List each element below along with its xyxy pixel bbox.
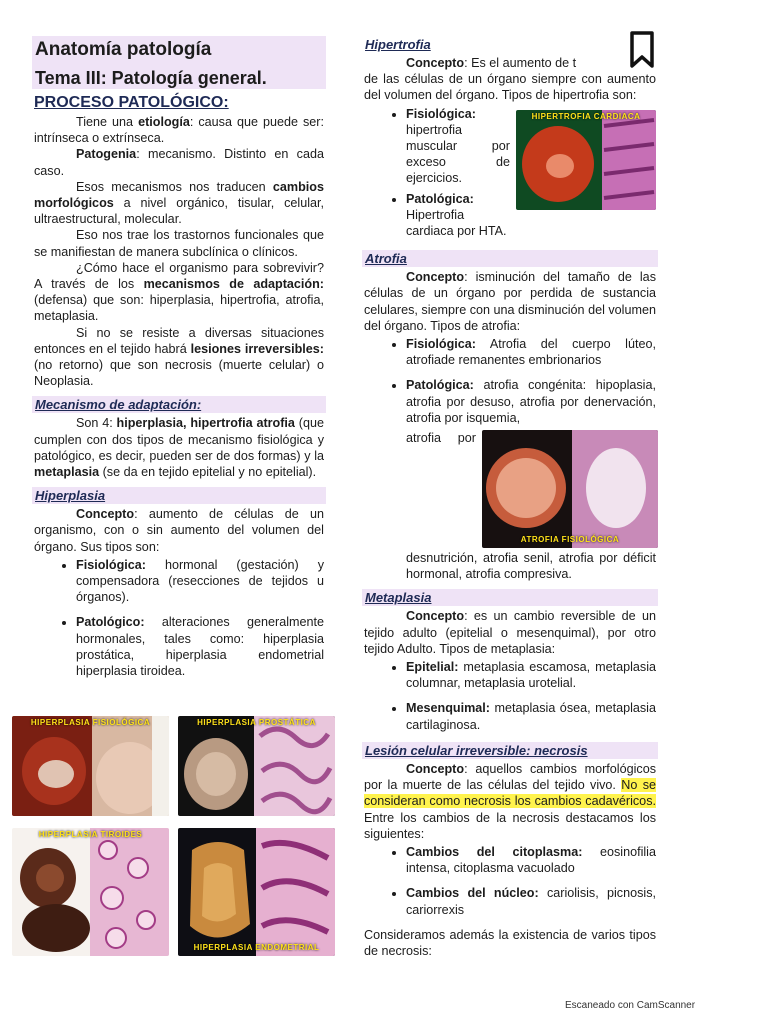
paragraph-metaplasia-concepto: Concepto: es un cambio reversible de un tejido adulto (epitelial o mesenquimal), por otro tejido Adulto. Tipos de metaplasia:	[364, 609, 656, 656]
section-heading-proceso: PROCESO PATOLÓGICO:	[34, 94, 229, 111]
paragraph-necrosis-concepto: Concepto: aquellos cambios morfológicos por la muerte de las células del tejido vivo. No se consideran como necrosis los cambios cadavéricos. Entre los cambios de la necrosis destacamos los siguientes:	[364, 761, 656, 841]
section-heading-necrosis: Lesión celular irreversible: necrosis	[362, 742, 658, 759]
paragraph-hipertrofia-concepto: Concepto: Es el aumento de t de las células de un órgano siempre con aumento del volumen del órgano. Tipos de hipertrofia son:	[364, 56, 656, 103]
list-hiperplasia-tipos	[34, 557, 324, 679]
hiperplasia-endometrial-image	[178, 828, 335, 956]
paragraph-etiologia: Tiene una etiología: causa que puede ser: intrínseca o extrínseca.	[34, 115, 324, 146]
paragraph-trastornos: Eso nos trae los trastornos funcionales que se manifiestan de manera subclínica o clínicos.	[34, 228, 324, 259]
figure-hipertrofia-cardiaca	[516, 110, 656, 210]
paragraph-patogenia: Patogenia: mecanismo. Distinto en cada caso.	[34, 147, 324, 178]
list-item: • Patológica: Hipertrofia cardiaca por HTA.	[406, 191, 656, 240]
paragraph-tipos-necrosis: Consideramos además la existencia de varios tipos de necrosis:	[364, 927, 656, 958]
list-item: • Fisiológica: hormonal (gestación) y compensadora (resecciones de tejidos u órganos).	[76, 557, 324, 606]
paragraph-atrofia-continuacion: atrofia por desnutrición, atrofia senil, atrofia por déficit hormonal, atrofia compresiva.	[406, 431, 656, 582]
figure-caption: HIPERTROFIA CARDIACA	[531, 111, 641, 121]
list-necrosis-cambios	[364, 844, 656, 918]
paragraph-hiperplasia-concepto: Concepto: aumento de células de un organismo, con o sin aumento del volumen del órgano. Sus tipos son:	[34, 507, 324, 554]
list-item: • Epitelial: metaplasia escamosa, metaplasia columnar, metaplasia urotelial.	[406, 659, 656, 691]
bookmark-icon-glyph	[628, 30, 656, 70]
right-column	[364, 36, 656, 959]
list-metaplasia-tipos	[364, 659, 656, 733]
hipertrofia-block	[364, 106, 656, 244]
section-heading-hiperplasia: Hiperplasia	[32, 487, 326, 504]
figure-caption: HIPERPLASIA ENDOMETRIAL	[193, 943, 320, 952]
atrofia-block	[364, 430, 656, 582]
figure-caption: HIPERPLASIA PROSTÁTICA	[197, 718, 316, 727]
list-atrofia-tipos	[364, 336, 656, 426]
paragraph-mecanismo: Son 4: hiperplasia, hipertrofia atrofia (que cumplen con dos tipos de mecanismo fisiológica y patológico, es decir, pueden ser de dos formas) y la metaplasia (se da en tejido epitelial y no epitelial).	[34, 416, 324, 480]
scanner-watermark: Escaneado con CamScanner	[565, 1000, 696, 1011]
section-heading-atrofia: Atrofia	[362, 250, 658, 267]
hiperplasia-prostatica-image	[178, 716, 335, 816]
list-item: • Mesenquimal: metaplasia ósea, metaplasia cartilaginosa.	[406, 700, 656, 732]
title-block	[32, 36, 326, 89]
figure-caption: ATROFIA FISIOLÓGICA	[520, 535, 620, 545]
section-heading-hipertrofia: Hipertrofia	[365, 37, 431, 52]
figure-caption: HIPERPLASIA TIROIDES	[38, 830, 143, 839]
list-item: • Fisiológica: Atrofia del cuerpo lúteo, atrofiade remanentes embrionarios	[406, 336, 656, 368]
paragraph-adaptacion: ¿Cómo hace el organismo para sobrevivir? A través de los mecanismos de adaptación: (defensa) que son: hiperplasia, hipertrofia, atrofia, metaplasia.	[34, 260, 325, 324]
list-item: • Cambios del núcleo: cariolisis, picnosis, cariorrexis	[406, 885, 656, 917]
paragraph-irreversibles: Si no se resiste a diversas situaciones entonces en el tejido habrá lesiones irreversibles: (no retorno) que son necrosis (muerte celular) o Neoplasia.	[34, 325, 324, 389]
list-item: • Patológica: atrofia congénita: hipoplasia, atrofia por desuso, atrofia por denervación, atrofia por isquemia,	[406, 377, 656, 426]
figure-hiperplasia-fisiologica	[12, 716, 169, 816]
figure-hiperplasia-tiroides	[12, 828, 169, 956]
highlighted-text: No se consideran como necrosis los cambios cadavéricos.	[364, 778, 656, 809]
figure-atrofia-fisiologica	[482, 430, 658, 548]
section-heading-metaplasia: Metaplasia	[362, 589, 658, 606]
paragraph-atrofia-concepto: Concepto: isminución del tamaño de las células de un órgano por perdida de sustancia celulares, siempre con una disminución del volumen del órgano. Tipos de atrofia:	[364, 270, 656, 333]
hiperplasia-fisiologica-image	[12, 716, 169, 816]
hiperplasia-tiroides-image	[12, 828, 169, 956]
left-column	[34, 36, 324, 688]
paragraph-cambios: Esos mecanismos nos traducen cambios morfológicos a nivel orgánico, tisular, celular, ultraestructural, molecular.	[34, 179, 324, 227]
figure-hiperplasia-endometrial	[178, 828, 335, 956]
document-subtitle: Tema III: Patología general.	[35, 68, 267, 88]
section-heading-mecanismo: Mecanismo de adaptación:	[32, 396, 326, 413]
hipertrofia-cardiaca-image	[516, 110, 656, 210]
document-title: Anatomía patología	[35, 39, 212, 60]
list-item: • Patológico: alteraciones generalmente hormonales, tales como: hiperplasia prostática, hiperplasia endometrial hiperplasia tiroidea.	[76, 614, 324, 679]
atrofia-fisiologica-image	[482, 430, 658, 548]
bookmark-icon[interactable]	[628, 30, 656, 70]
figure-hiperplasia-prostatica	[178, 716, 335, 816]
list-item: • Fisiológica: hipertrofia muscular por exceso de ejercicios.	[406, 106, 656, 187]
figure-caption: HIPERPLASIA FISIOLÓGICA	[30, 718, 151, 727]
list-item: • Cambios del citoplasma: eosinofilia intensa, citoplasma vacuolado	[406, 844, 656, 876]
